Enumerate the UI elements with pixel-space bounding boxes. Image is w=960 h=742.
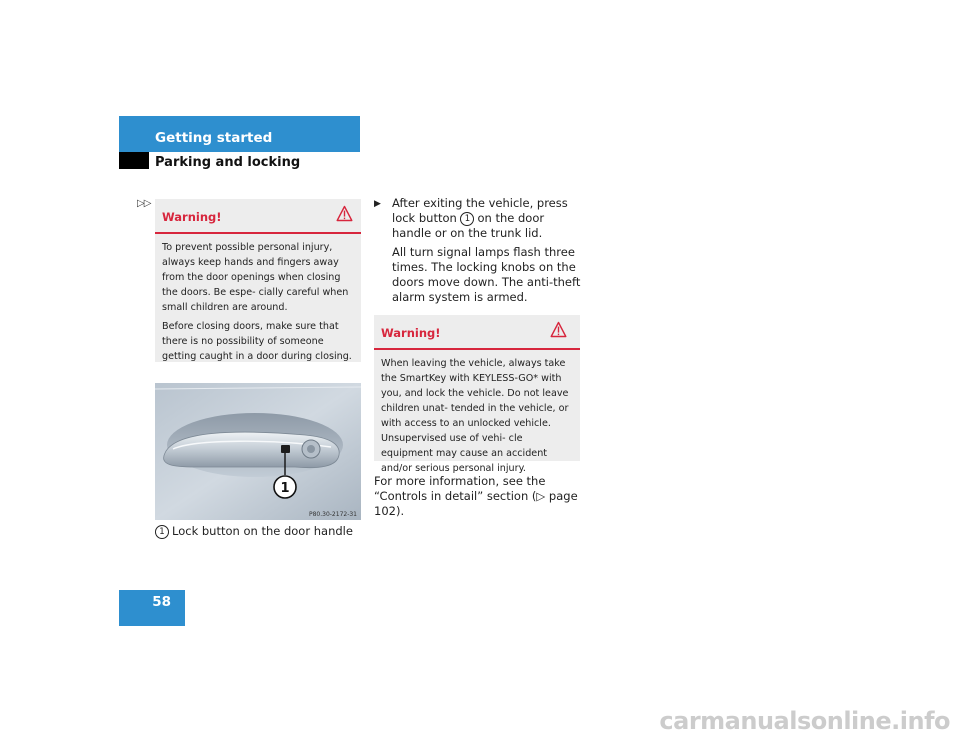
page-number: 58 [152, 594, 171, 610]
warning-paragraph: To prevent possible personal injury, always keep hands and fingers away from the door openings when closing the doors. Be espe- cially careful when small children are around. [162, 242, 349, 313]
warning-box-keyless [374, 315, 580, 474]
warning-body [374, 350, 580, 476]
instruction-step [374, 196, 586, 309]
door-handle-photo [155, 383, 361, 520]
callout-number: 1 [280, 481, 290, 496]
more-info-after: ). [395, 504, 405, 518]
page-number-box [119, 590, 185, 626]
more-info-text [374, 474, 586, 519]
page-reference-link[interactable]: page 102 [374, 489, 578, 518]
instruction-result: All turn signal lamps flash three times. The locking knobs on the doors move down. The anti-theft alarm system is armed. [392, 245, 581, 304]
figure-caption [155, 524, 353, 539]
warning-box-doors [155, 199, 361, 362]
continued-marker: ▷▷ [137, 198, 151, 209]
caption-text: Lock button on the door handle [172, 524, 353, 538]
chapter-header-bar [119, 116, 360, 152]
warning-paragraph: Before closing doors, make sure that there is no possibility of someone getting caught in a door during closing. [162, 321, 352, 362]
chapter-title: Getting started [155, 130, 273, 146]
warning-title: Warning! [381, 326, 441, 340]
image-code: P80.30-2172-31 [308, 511, 357, 518]
bullet-arrow-icon: ▶ [374, 199, 381, 209]
warning-header [374, 315, 580, 350]
instruction-text-after: on the door handle or on the trunk lid. [392, 211, 545, 240]
site-watermark: carmanualsonline.info [659, 707, 950, 735]
warning-title: Warning! [162, 210, 222, 224]
step-number: 1 [460, 212, 474, 226]
warning-paragraph: When leaving the vehicle, always take the SmartKey with KEYLESS-GO* with you, and lock the vehicle. Do not leave children unat- tended in the vehicle, or with access to an unlocked vehicle. Unsupervised use of vehi- cle equipment may cause an accident and/or serious personal injury. [381, 358, 569, 474]
caption-number: 1 [155, 525, 169, 539]
instruction-text-before: After exiting the vehicle, press lock button [392, 196, 568, 225]
warning-triangle-icon [336, 205, 353, 222]
section-subtitle: Parking and locking [155, 155, 301, 170]
more-info-before: For more information, see the “Controls in detail” section ( [374, 474, 546, 503]
instruction-text [392, 196, 586, 241]
page-ref-arrow-icon: ▷ [536, 489, 546, 503]
section-tab-marker [119, 152, 149, 169]
warning-triangle-icon [550, 321, 567, 338]
warning-header [155, 199, 361, 234]
warning-body [155, 234, 361, 364]
